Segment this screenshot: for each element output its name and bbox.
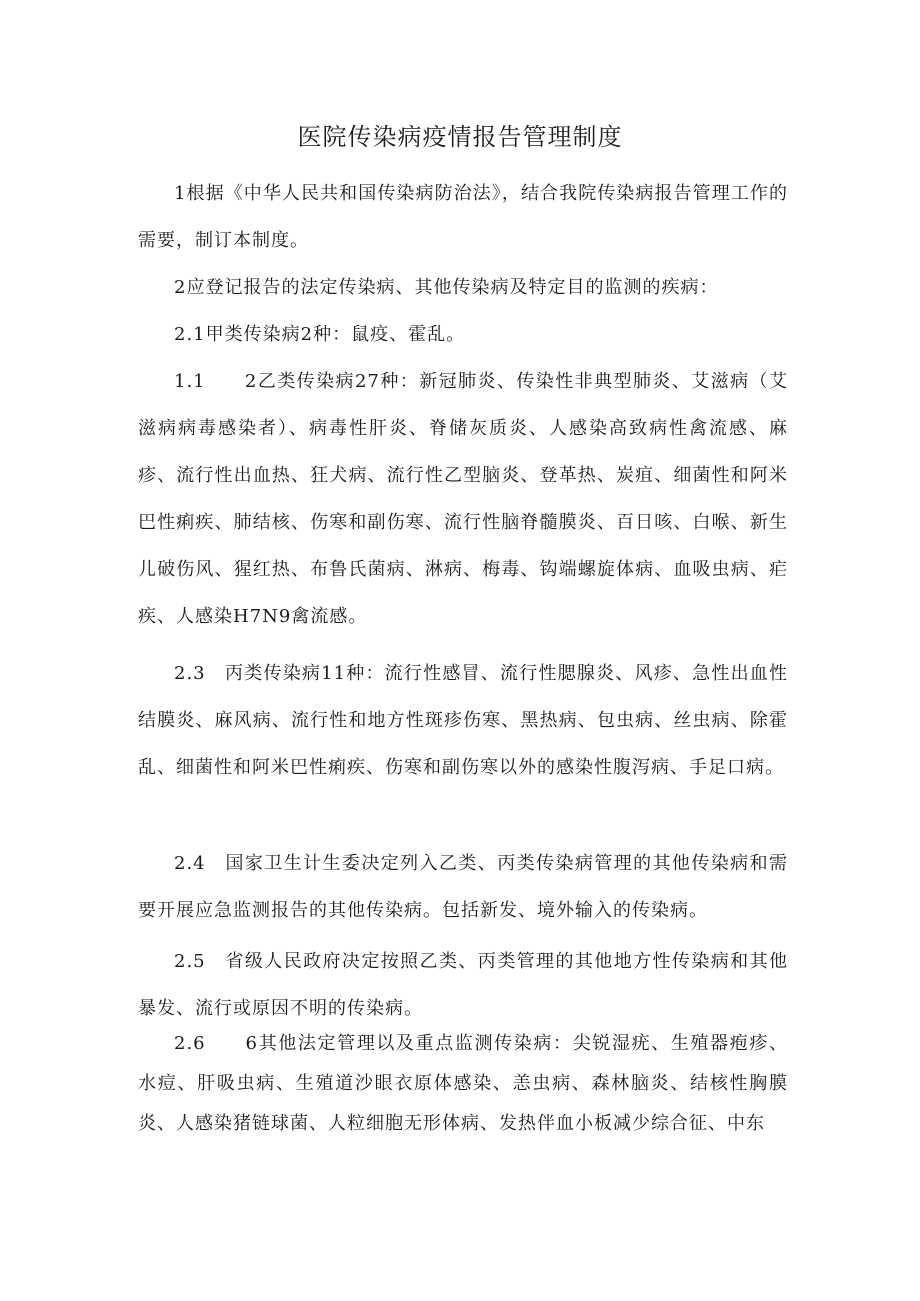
paragraph-provincial: 2.5 省级人民政府决定按照乙类、丙类管理的其他地方性传染病和其他暴发、流行或原因不明的传染病。 bbox=[138, 951, 788, 1019]
paragraph-class-b: 1.1 2乙类传染病27种：新冠肺炎、传染性非典型肺炎、艾滋病（艾滋病病毒感染者）、病毒性肝炎、脊储灰质炎、人感染高致病性禽流感、麻疹、流行性出血热、狂犬病、流行性乙型脑炎、登革热、炭疽、细菌性和阿米巴性痢疾、肺结核、伤寒和副伤寒、流行性脑脊髓膜炎、百日咳、白喉、新生儿破伤风、猩红热、布鲁氏菌病、淋病、梅毒、钩端螺旋体病、血吸虫病、疟疾、人感染H7N9禽流感。 bbox=[138, 371, 788, 627]
document-title: 医院传染病疫情报告管理制度 bbox=[297, 123, 623, 151]
paragraph-legal-basis: 1根据《中华人民共和国传染病防治法》，结合我院传染病报告管理工作的需要，制订本制度。 bbox=[138, 183, 788, 251]
paragraph-reportable-diseases: 2应登记报告的法定传染病、其他传染病及特定目的监测的疾病： bbox=[174, 277, 719, 298]
paragraph-other-legal: 2.6 6其他法定管理以及重点监测传染病：尖锐湿疣、生殖器疱疹、水痘、肝吸虫病、生殖道沙眼衣原体感染、恙虫病、森林脑炎、结核性胸膜炎、人感染猪链球菌、人粒细胞无形体病、发热伴血小板减少综合征、中东 bbox=[138, 1033, 788, 1134]
paragraph-health-commission: 2.4 国家卫生计生委决定列入乙类、丙类传染病管理的其他传染病和需要开展应急监测报告的其他传染病。包括新发、境外输入的传染病。 bbox=[138, 853, 788, 921]
paragraph-class-a: 2.1甲类传染病2种：鼠疫、霍乱。 bbox=[174, 324, 466, 345]
paragraph-class-c: 2.3 丙类传染病11种：流行性感冒、流行性腮腺炎、风疹、急性出血性结膜炎、麻风病、流行性和地方性斑疹伤寒、黑热病、包虫病、丝虫病、除霍乱、细菌性和阿米巴性痢疾、伤寒和副伤寒以外的感染性腹泻病、手足口病。 bbox=[138, 663, 788, 778]
